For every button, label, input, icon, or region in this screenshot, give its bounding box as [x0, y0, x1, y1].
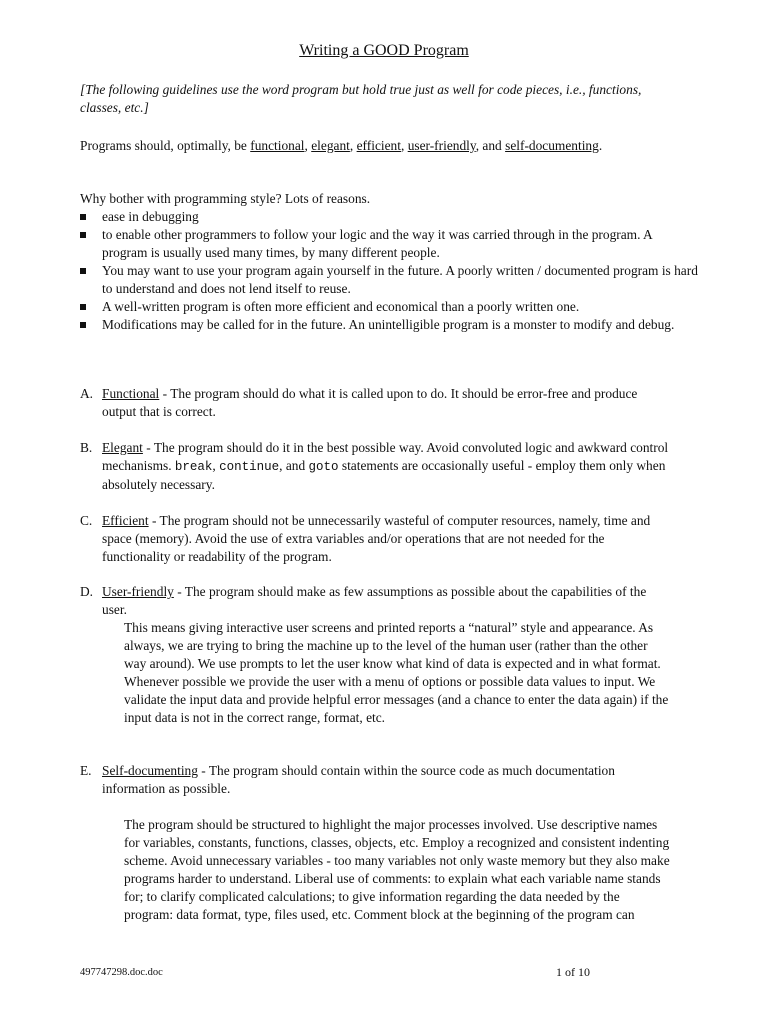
section-body	[102, 512, 670, 566]
list-item-text: You may want to use your program again yourself in the future. A poorly written / documented program is hard to understand and does not lend itself to reuse.	[102, 263, 698, 296]
intro-note: [The following guidelines use the word program but hold true just as well for code pieces, i.e., functions, classes, etc.]	[80, 82, 642, 115]
section-body	[102, 385, 670, 421]
goal-elegant: elegant	[311, 138, 350, 153]
goals-sep: ,	[349, 138, 357, 153]
section-body	[102, 439, 670, 494]
section-term: Efficient	[102, 513, 149, 528]
list-item	[80, 316, 700, 334]
section-detail: The program should be structured to highlight the major processes involved. Use descriptive names for variables, constants, functions, classes, objects, etc. Employ a recognized and consistent indenting scheme. Avoid unnecessary variables - too many variables not only waste memory but they also make programs harder to understand. Liberal use of comments: to explain what each variable name stands for; to clarify complicated calculations; to give information regarding the data needed by the program: data format, type, files used, etc. Comment block at the beginning of the program can	[124, 817, 670, 922]
section-letter: C.	[80, 513, 93, 528]
bullet-icon	[80, 268, 86, 274]
section-text: - The program should contain within the source code as much documentation information as possible.	[102, 763, 615, 796]
section-text: - The program should make as few assumptions as possible about the capabilities of the user.	[102, 584, 647, 617]
section-efficient	[80, 512, 670, 566]
section-text: statements are occasionally useful - employ them only when absolutely necessary.	[102, 458, 666, 492]
bullet-icon	[80, 232, 86, 238]
bullet-icon	[80, 322, 86, 328]
keyword-break: break	[174, 460, 213, 474]
goal-functional: functional	[250, 138, 305, 153]
section-sep: , and	[279, 458, 309, 473]
reasons-list	[80, 208, 700, 334]
section-letter: A.	[80, 386, 94, 401]
section-text: - The program should do what it is called upon to do. It should be error-free and produce output that is correct.	[102, 386, 638, 419]
goals-suffix: .	[598, 138, 603, 153]
section-text: - The program should not be unnecessarily wasteful of computer resources, namely, time and space (memory). Avoid the use of extra variables and/or operations that are not needed for the functionality or readability of the program.	[102, 513, 651, 564]
bullet-icon	[80, 304, 86, 310]
list-item-text: to enable other programmers to follow your logic and the way it was carried through in the program. A program is usually used many times, by many different people.	[102, 227, 652, 260]
section-letter: E.	[80, 763, 92, 778]
goals-sep: ,	[304, 138, 312, 153]
goal-user-friendly: user-friendly	[407, 138, 476, 153]
section-functional	[80, 385, 670, 421]
goals-sep: ,	[400, 138, 408, 153]
section-body	[102, 762, 670, 798]
list-item-text: ease in debugging	[102, 209, 199, 224]
section-sep: ,	[212, 458, 220, 473]
list-item	[80, 226, 700, 262]
section-letter: D.	[80, 584, 94, 599]
section-self-documenting	[80, 762, 670, 924]
goals-prefix: Programs should, optimally, be	[80, 138, 251, 153]
goal-self-documenting: self-documenting	[505, 138, 599, 153]
footer-filename: 497747298.doc.doc	[80, 967, 163, 978]
section-body	[102, 583, 670, 619]
bullet-icon	[80, 214, 86, 220]
why-section	[80, 190, 700, 334]
section-term: Elegant	[102, 440, 143, 455]
section-term: Functional	[102, 386, 160, 401]
goals-sep: , and	[475, 138, 506, 153]
section-text: - The program should do it in the best possible way. Avoid convoluted logic and awkward control mechanisms.	[102, 440, 669, 473]
list-item-text: Modifications may be called for in the future. An unintelligible program is a monster to modify and debug.	[102, 317, 675, 332]
list-item	[80, 298, 700, 316]
footer-page-number: 1 of 10	[556, 965, 590, 979]
section-elegant	[80, 439, 670, 494]
keyword-goto: goto	[308, 460, 339, 474]
section-user-friendly	[80, 583, 670, 727]
section-term: Self-documenting	[102, 763, 198, 778]
list-item-text: A well-written program is often more efficient and economical than a poorly written one.	[102, 299, 580, 314]
list-item	[80, 262, 700, 298]
section-letter: B.	[80, 440, 93, 455]
goal-efficient: efficient	[356, 138, 401, 153]
list-item	[80, 208, 700, 226]
document-title: Writing a GOOD Program	[299, 42, 469, 59]
goals-paragraph	[80, 137, 700, 155]
keyword-continue: continue	[219, 460, 280, 474]
why-lead: Why bother with programming style? Lots of reasons.	[80, 191, 371, 206]
section-term: User-friendly	[102, 584, 174, 599]
section-detail: This means giving interactive user screens and printed reports a “natural” style and appearance. As always, we are trying to bring the machine up to the level of the human user (rather than the other way around). We use prompts to let the user know what kind of data is expected and in what format. Whenever possible we provide the user with a menu of options or possible data values to input. We validate the input data and provide helpful error messages (and a chance to enter the data again) if the input data is not in the correct range, format, etc.	[124, 620, 669, 725]
